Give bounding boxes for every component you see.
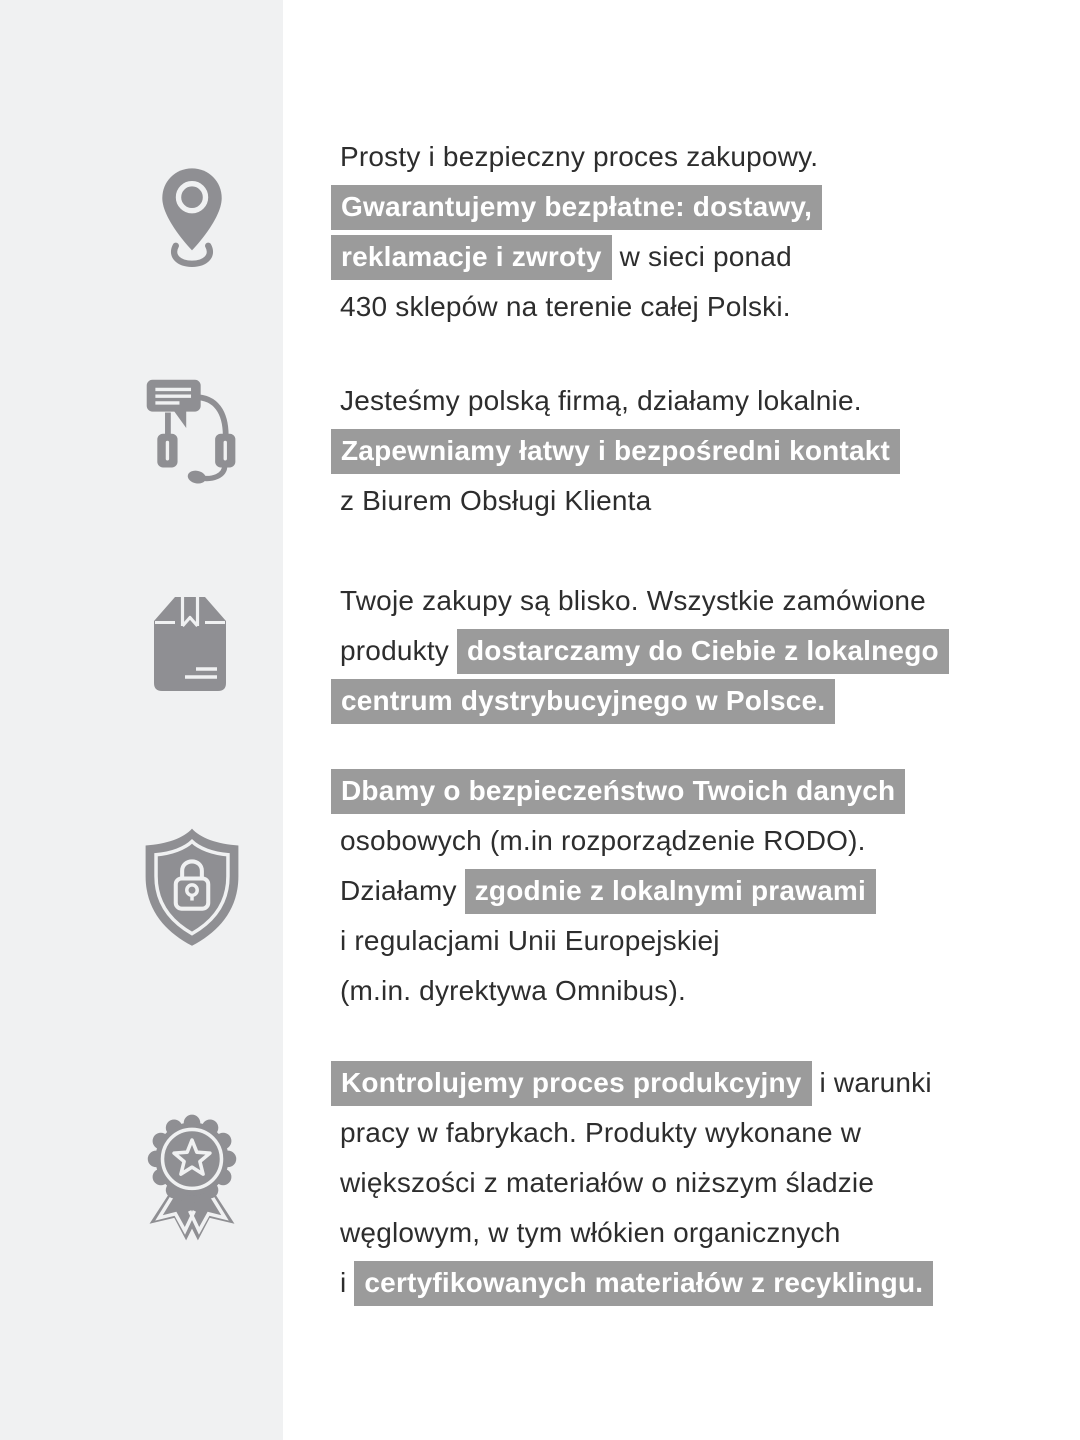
text-segment: Działamy xyxy=(340,875,465,906)
highlighted-text-segment: dostarczamy do Ciebie z lokalnego xyxy=(457,629,949,674)
text-line xyxy=(331,916,1031,966)
text-line xyxy=(331,1258,1031,1308)
headset-chat-icon xyxy=(139,374,245,490)
text-segment: większości z materiałów o niższym śladzie xyxy=(340,1167,875,1198)
text-line xyxy=(331,476,1031,526)
text-line xyxy=(331,282,1031,332)
text-line xyxy=(331,182,1031,232)
highlighted-text-segment: certyfikowanych materiałów z recyklingu. xyxy=(354,1261,933,1306)
content-column xyxy=(331,0,1031,1440)
text-segment: produkty xyxy=(340,635,457,666)
highlighted-text-segment: Kontrolujemy proces produkcyjny xyxy=(331,1061,812,1106)
text-segment: pracy w fabrykach. Produkty wykonane w xyxy=(340,1117,862,1148)
text-segment: osobowych (m.in rozporządzenie RODO). xyxy=(340,825,866,856)
text-line xyxy=(331,132,1031,182)
text-line xyxy=(331,426,1031,476)
text-line xyxy=(331,376,1031,426)
highlighted-text-segment: Dbamy o bezpieczeństwo Twoich danych xyxy=(331,769,905,814)
text-segment: (m.in. dyrektywa Omnibus). xyxy=(340,975,686,1006)
award-badge-icon xyxy=(133,1107,251,1243)
benefit-section xyxy=(331,576,1031,726)
package-box-icon xyxy=(140,588,240,698)
text-line xyxy=(331,766,1031,816)
text-line xyxy=(331,1108,1031,1158)
text-segment: węglowym, w tym włókien organicznych xyxy=(340,1217,841,1248)
text-segment: i warunki xyxy=(811,1067,932,1098)
text-segment: w sieci ponad xyxy=(611,241,792,272)
text-segment: i xyxy=(340,1267,355,1298)
text-line xyxy=(331,1158,1031,1208)
text-line xyxy=(331,966,1031,1016)
text-line xyxy=(331,232,1031,282)
benefit-section xyxy=(331,766,1031,1016)
text-line xyxy=(331,1058,1031,1108)
benefit-section xyxy=(331,132,1031,332)
text-line xyxy=(331,576,1031,626)
text-segment: Prosty i bezpieczny proces zakupowy. xyxy=(340,141,819,172)
highlighted-text-segment: reklamacje i zwroty xyxy=(331,235,612,280)
text-segment: Twoje zakupy są blisko. Wszystkie zamówione xyxy=(340,585,926,616)
text-line xyxy=(331,676,1031,726)
text-segment: 430 sklepów na terenie całej Polski. xyxy=(340,291,791,322)
text-line xyxy=(331,1208,1031,1258)
icon-column xyxy=(0,0,283,1440)
highlighted-text-segment: zgodnie z lokalnymi prawami xyxy=(465,869,876,914)
location-pin-icon xyxy=(147,163,237,271)
text-segment: z Biurem Obsługi Klienta xyxy=(340,485,652,516)
text-segment: i regulacjami Unii Europejskiej xyxy=(340,925,720,956)
benefit-section xyxy=(331,1058,1031,1308)
benefit-section xyxy=(331,376,1031,526)
shield-lock-icon xyxy=(134,824,250,952)
text-line xyxy=(331,866,1031,916)
text-segment: Jesteśmy polską firmą, działamy lokalnie. xyxy=(340,385,862,416)
highlighted-text-segment: centrum dystrybucyjnego w Polsce. xyxy=(331,679,835,724)
text-line xyxy=(331,816,1031,866)
text-line xyxy=(331,626,1031,676)
highlighted-text-segment: Zapewniamy łatwy i bezpośredni kontakt xyxy=(331,429,900,474)
highlighted-text-segment: Gwarantujemy bezpłatne: dostawy, xyxy=(331,185,822,230)
